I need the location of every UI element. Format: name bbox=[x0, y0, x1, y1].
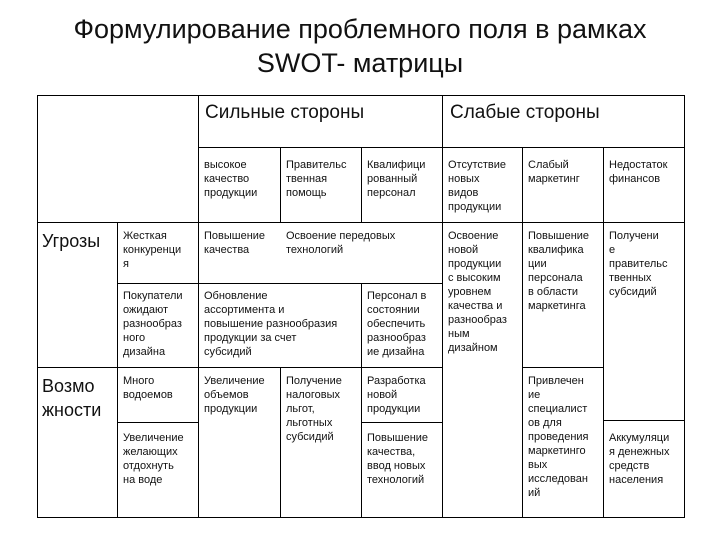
cell-staff-design: Персонал в состоянии обеспечить разнообраз ие дизайна bbox=[367, 290, 427, 358]
divider-vertical-2a bbox=[280, 147, 281, 223]
cell-volume-increase: Увеличение объемов продукции bbox=[204, 375, 265, 415]
table-border-right bbox=[684, 95, 685, 518]
divider-threat-rows bbox=[117, 283, 442, 284]
divider-develop-quality bbox=[361, 422, 442, 423]
cell-tax-benefits: Получение налоговых льгот, льготных субсидий bbox=[286, 375, 342, 443]
divider-opportunity-rows bbox=[117, 422, 199, 423]
opportunity-water-bodies: Много водоемов bbox=[123, 375, 173, 401]
cell-savings-accumulation: Аккумуляци я денежных средств населения bbox=[609, 432, 670, 486]
weakness-no-new-products: Отсутствие новых видов продукции bbox=[448, 159, 507, 213]
opportunity-more-vacationers: Увеличение желающих отдохнуть на воде bbox=[123, 432, 184, 486]
cell-quality-improvement: Повышение качества bbox=[204, 230, 266, 256]
divider-vertical-factors bbox=[117, 222, 118, 518]
table-border-left bbox=[37, 95, 38, 518]
divider-vertical-2b bbox=[280, 367, 281, 518]
strength-quality: высокое качество продукции bbox=[204, 159, 258, 199]
threat-competition: Жесткая конкуренци я bbox=[123, 230, 182, 270]
title-line-1: Формулирование проблемного поля в рамках bbox=[73, 14, 647, 44]
divider-vertical-4 bbox=[442, 95, 443, 518]
divider-vertical-1 bbox=[198, 95, 199, 518]
strength-government-help: Правительс твенная помощь bbox=[286, 159, 347, 199]
cell-quality-new-tech: Повышение качества, ввод новых технологий bbox=[367, 432, 429, 486]
divider-vertical-3a bbox=[361, 147, 362, 223]
cell-advanced-technologies: Освоение передовых технологий bbox=[286, 230, 396, 256]
divider-subsidy-accumulation bbox=[603, 420, 685, 421]
strength-qualified-staff: Квалифици рованный персонал bbox=[367, 159, 426, 199]
header-strengths: Сильные стороны bbox=[205, 102, 365, 123]
row-header-opportunities: Возмо жности bbox=[42, 376, 102, 420]
weakness-lack-of-finance: Недостаток финансов bbox=[609, 159, 668, 185]
divider-threats-opportunities-2 bbox=[522, 367, 604, 368]
divider-vertical-5 bbox=[522, 147, 523, 518]
cell-new-products: Освоение новой продукции с высоким уровнем качества и разнообраз ным дизайном bbox=[448, 230, 507, 354]
cell-assortment-update: Обновление ассортимента и повышение разнообразия продукции за счет субсидий bbox=[204, 290, 338, 358]
title-line-2: SWOT- матрицы bbox=[256, 48, 464, 78]
threat-design-expectations: Покупатели ожидают разнообраз ного дизайна bbox=[123, 290, 183, 358]
divider-vertical-3b bbox=[361, 283, 362, 518]
divider-threats-opportunities bbox=[37, 367, 442, 368]
weakness-weak-marketing: Слабый маркетинг bbox=[528, 159, 580, 185]
cell-new-product-development: Разработка новой продукции bbox=[367, 375, 426, 415]
table-border-top bbox=[37, 95, 685, 96]
cell-marketing-qualification: Повышение квалифика ции персонала в области маркетинга bbox=[528, 230, 590, 312]
cell-marketing-specialists: Привлечен ие специалист ов для проведения маркетинго вых исследован ий bbox=[528, 375, 589, 499]
cell-government-subsidies: Получени е правительс твенных субсидий bbox=[609, 230, 668, 298]
header-weaknesses: Слабые стороны bbox=[450, 102, 600, 123]
divider-vertical-6 bbox=[603, 147, 604, 518]
row-header-threats: Угрозы bbox=[42, 231, 101, 251]
